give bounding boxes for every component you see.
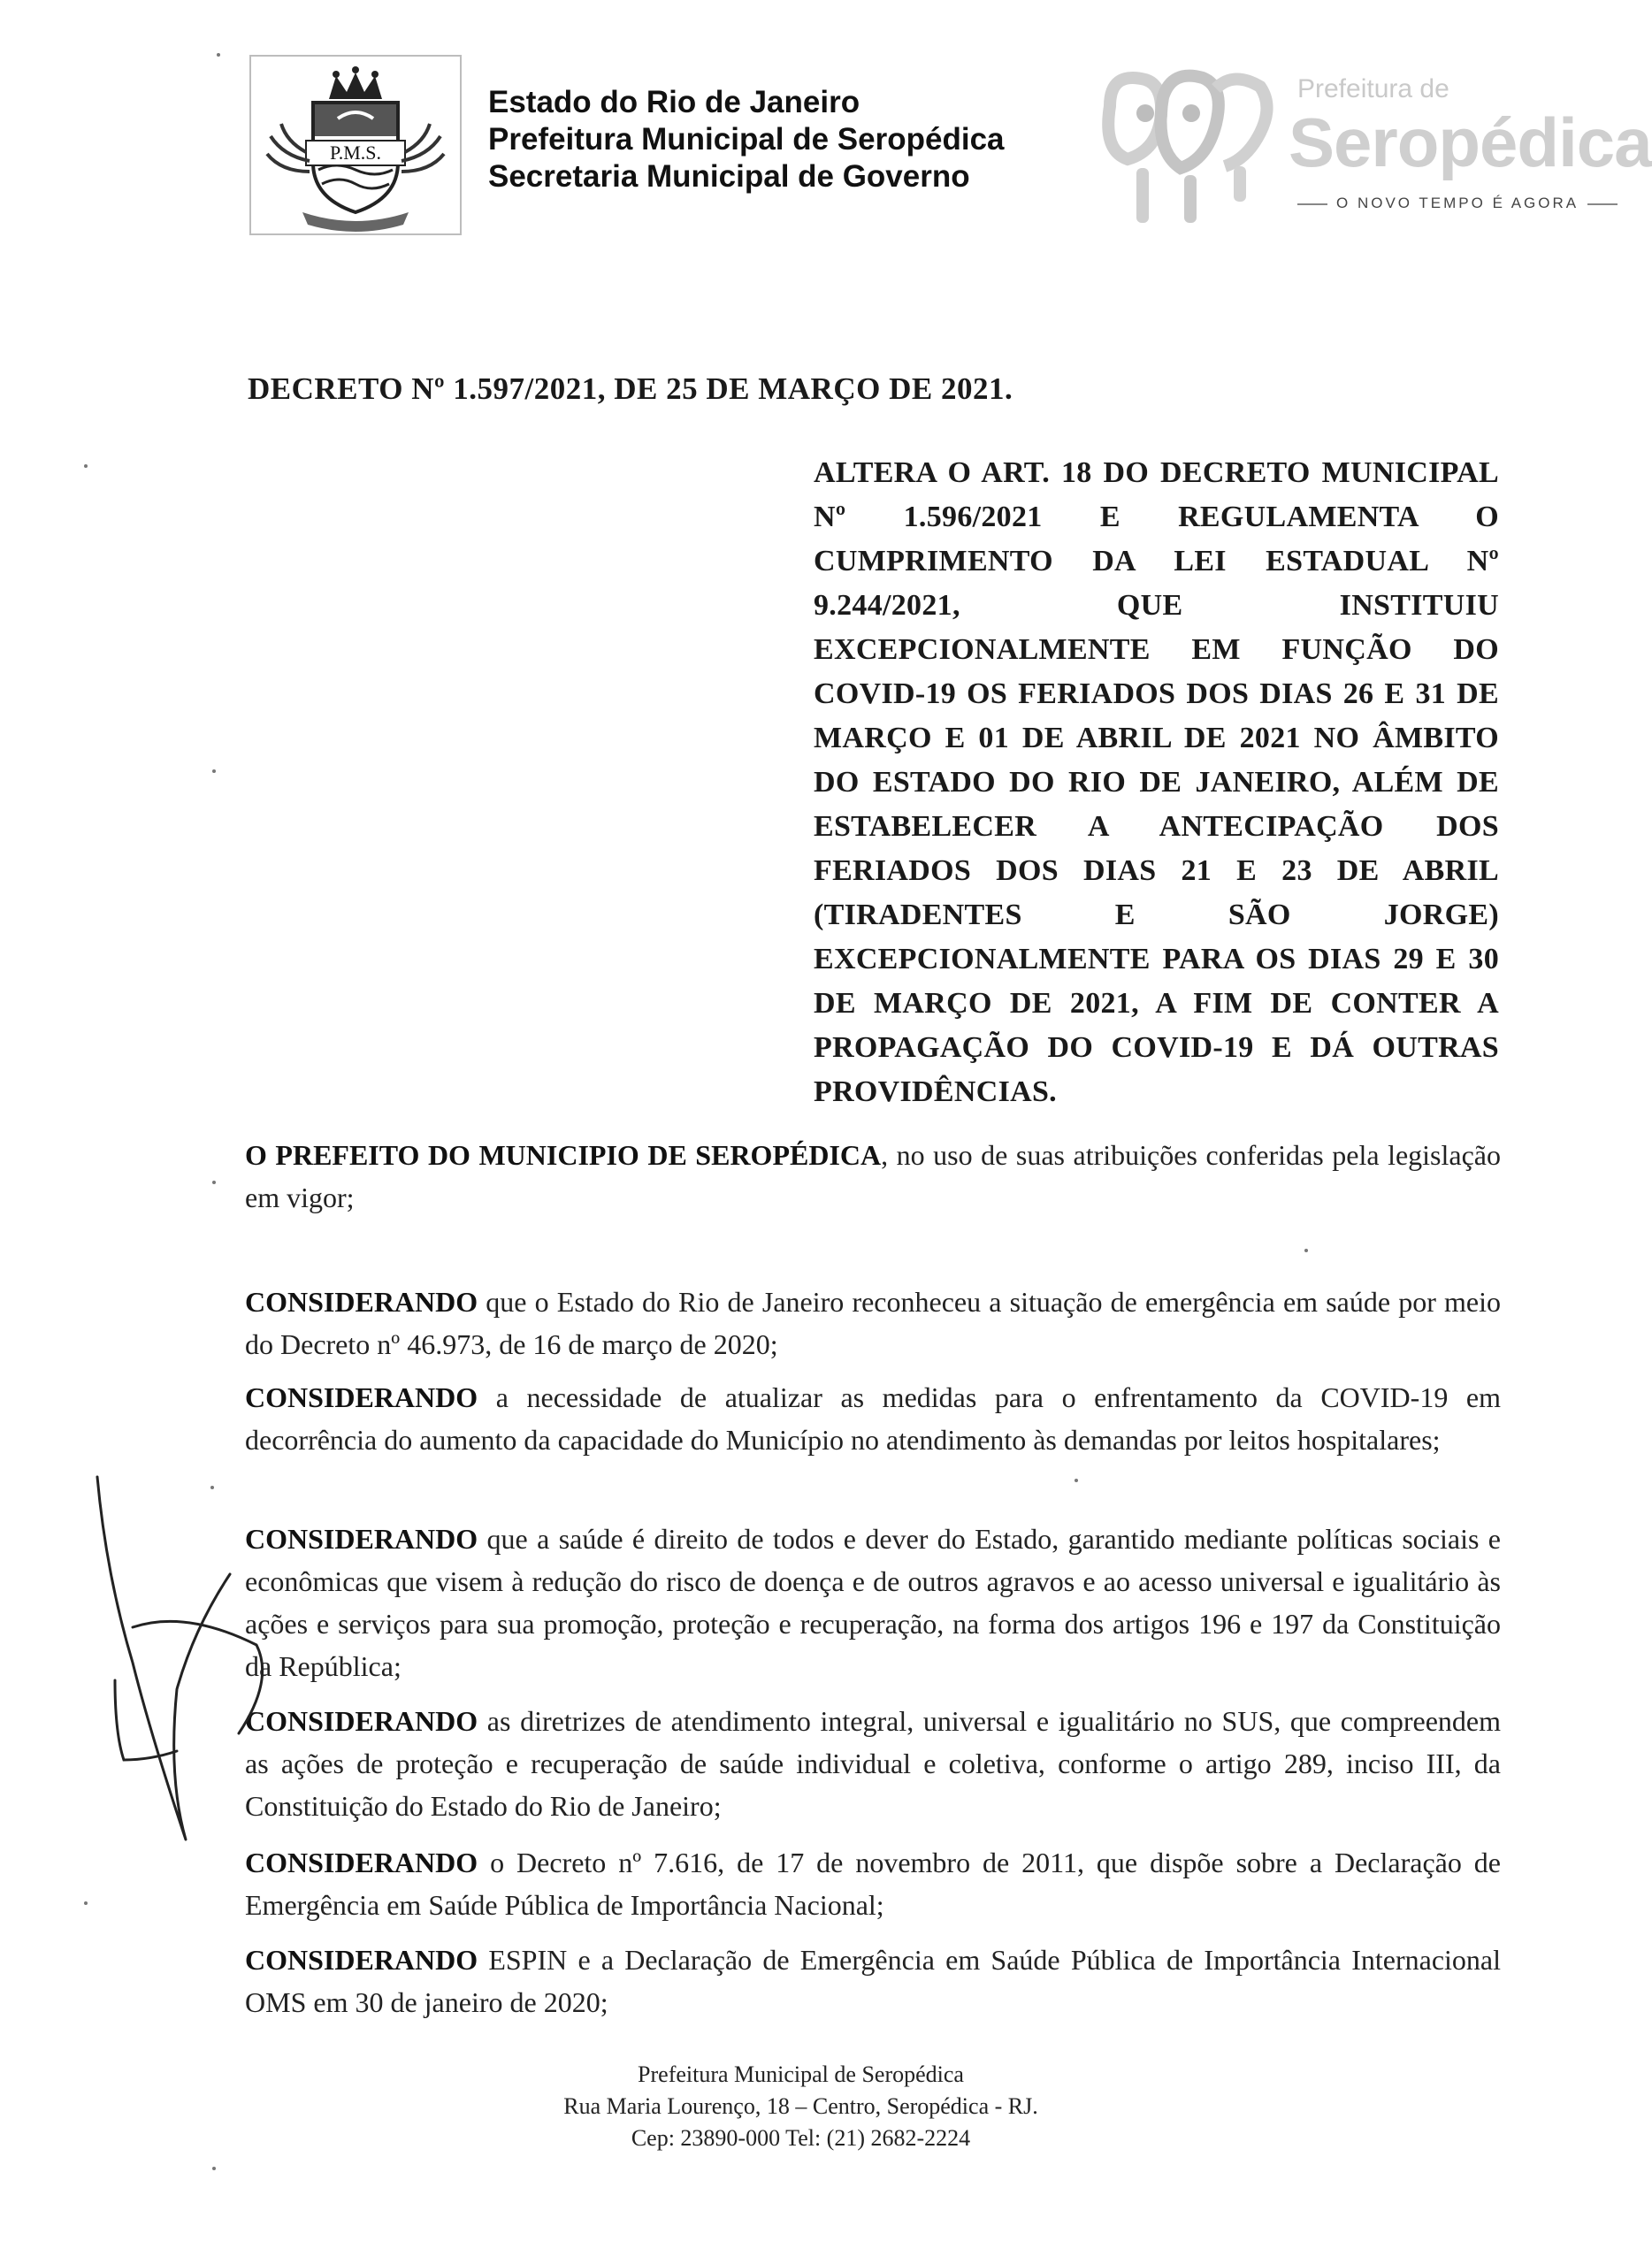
considerando-lead: CONSIDERANDO <box>245 1286 478 1318</box>
scan-speck <box>1304 1249 1308 1252</box>
brand-name: Seropédica <box>1289 103 1652 181</box>
scan-speck <box>212 1181 216 1184</box>
considerando-paragraph <box>245 1841 1501 1926</box>
considerando-paragraph <box>245 1376 1501 1461</box>
considerando-text: o Decreto nº 7.616, de 17 de novembro de 2011, que dispõe sobre a Declaração de Emergência em Saúde Pública de Importância Nacional; <box>245 1847 1501 1921</box>
header-text-block <box>488 84 1005 195</box>
considerando-paragraph <box>245 1281 1501 1365</box>
considerando-text: ESPIN e a Declaração de Emergência em Saúde Pública de Importância Internacional OMS em 30 de janeiro de 2020; <box>245 1944 1501 2018</box>
brand-slogan: O NOVO TEMPO É AGORA <box>1289 195 1626 212</box>
considerando-lead: CONSIDERANDO <box>245 1847 478 1878</box>
considerando-lead: CONSIDERANDO <box>245 1523 478 1555</box>
decree-summary: ALTERA O ART. 18 DO DECRETO MUNICIPAL Nº 1.596/2021 E REGULAMENTA O CUMPRIMENTO DA LEI ESTADUAL Nº 9.244/2021, QUE INSTITUIU EXCEPCIONALMENTE EM FUNÇÃO DO COVID-19 OS FERIADOS DOS DIAS 26 E 31 DE MARÇO E 01 DE ABRIL DE 2021 NO ÂMBITO DO ESTADO DO RIO DE JANEIRO, ALÉM DE ESTABELECER A ANTECIPAÇÃO DOS FERIADOS DOS DIAS 21 E 23 DE ABRIL (TIRADENTES E SÃO JORGE) EXCEPCIONALMENTE PARA OS DIAS 29 E 30 DE MARÇO DE 2021, A FIM DE CONTER A PROPAGAÇÃO DO COVID-19 E DÁ OUTRAS PROVIDÊNCIAS. <box>814 456 1499 1108</box>
handwritten-initials-signature <box>80 1468 283 1866</box>
considerando-paragraph <box>245 1939 1501 2023</box>
considerando-lead: CONSIDERANDO <box>245 1381 478 1413</box>
scan-speck <box>217 53 220 57</box>
footer-line: Cep: 23890-000 Tel: (21) 2682-2224 <box>631 2125 971 2151</box>
header-prefeitura-line: Prefeitura Municipal de Seropédica <box>488 122 1005 157</box>
considerando-text: as diretrizes de atendimento integral, universal e igualitário no SUS, que compreendem as ações de proteção e recuperação de saúde individual e coletiva, conforme o artigo 289, inciso III, da Constituição do Estado do Rio de Janeiro; <box>245 1705 1501 1822</box>
considerando-paragraph <box>245 1518 1501 1687</box>
considerando-text: que a saúde é direito de todos e dever do Estado, garantido mediante políticas sociais e econômicas que visem à redução do risco de doença e de outros agravos e ao acesso universal e igualitário às ações e serviços para sua promoção, proteção e recuperação, na forma dos artigos 196 e 197 da Constituição da República; <box>245 1523 1501 1682</box>
footer-line: Rua Maria Lourenço, 18 – Centro, Seropédica - RJ. <box>563 2093 1038 2119</box>
intro-paragraph <box>245 1134 1501 1219</box>
intro-text: , no uso de suas atribuições conferidas pela legislação em vigor; <box>245 1139 1502 1213</box>
scan-speck <box>1075 1479 1078 1482</box>
considerando-text: que o Estado do Rio de Janeiro reconheceu a situação de emergência em saúde por meio do Decreto nº 46.973, de 16 de março de 2020; <box>245 1286 1501 1360</box>
scan-speck <box>84 464 88 468</box>
brand-logo <box>1092 62 1652 239</box>
scan-speck <box>210 1486 214 1489</box>
municipal-crest-logo <box>249 55 462 235</box>
header-secretaria-line: Secretaria Municipal de Governo <box>488 159 970 194</box>
decree-title: DECRETO Nº 1.597/2021, DE 25 DE MARÇO DE 2021. <box>248 371 1013 406</box>
considerando-text: a necessidade de atualizar as medidas para o enfrentamento da COVID-19 em decorrência do aumento da capacidade do Município no atendimento às demandas por leitos hospitalares; <box>245 1381 1501 1456</box>
crest-emblem-icon <box>251 57 460 233</box>
considerando-lead: CONSIDERANDO <box>245 1705 478 1737</box>
considerando-lead: CONSIDERANDO <box>245 1944 478 1976</box>
crest-text: P.M.S. <box>329 142 382 164</box>
brand-hearts-icon <box>1092 62 1278 230</box>
scan-speck <box>212 2167 216 2170</box>
brand-small-text: Prefeitura de <box>1297 74 1449 103</box>
scan-speck <box>84 1901 88 1905</box>
considerando-paragraph <box>245 1700 1501 1827</box>
footer-line: Prefeitura Municipal de Seropédica <box>638 2061 964 2087</box>
header-state-line: Estado do Rio de Janeiro <box>488 85 860 119</box>
scan-speck <box>212 769 216 773</box>
intro-lead: O PREFEITO DO MUNICIPIO DE SEROPÉDICA <box>245 1139 882 1171</box>
footer-address <box>0 2059 1602 2154</box>
